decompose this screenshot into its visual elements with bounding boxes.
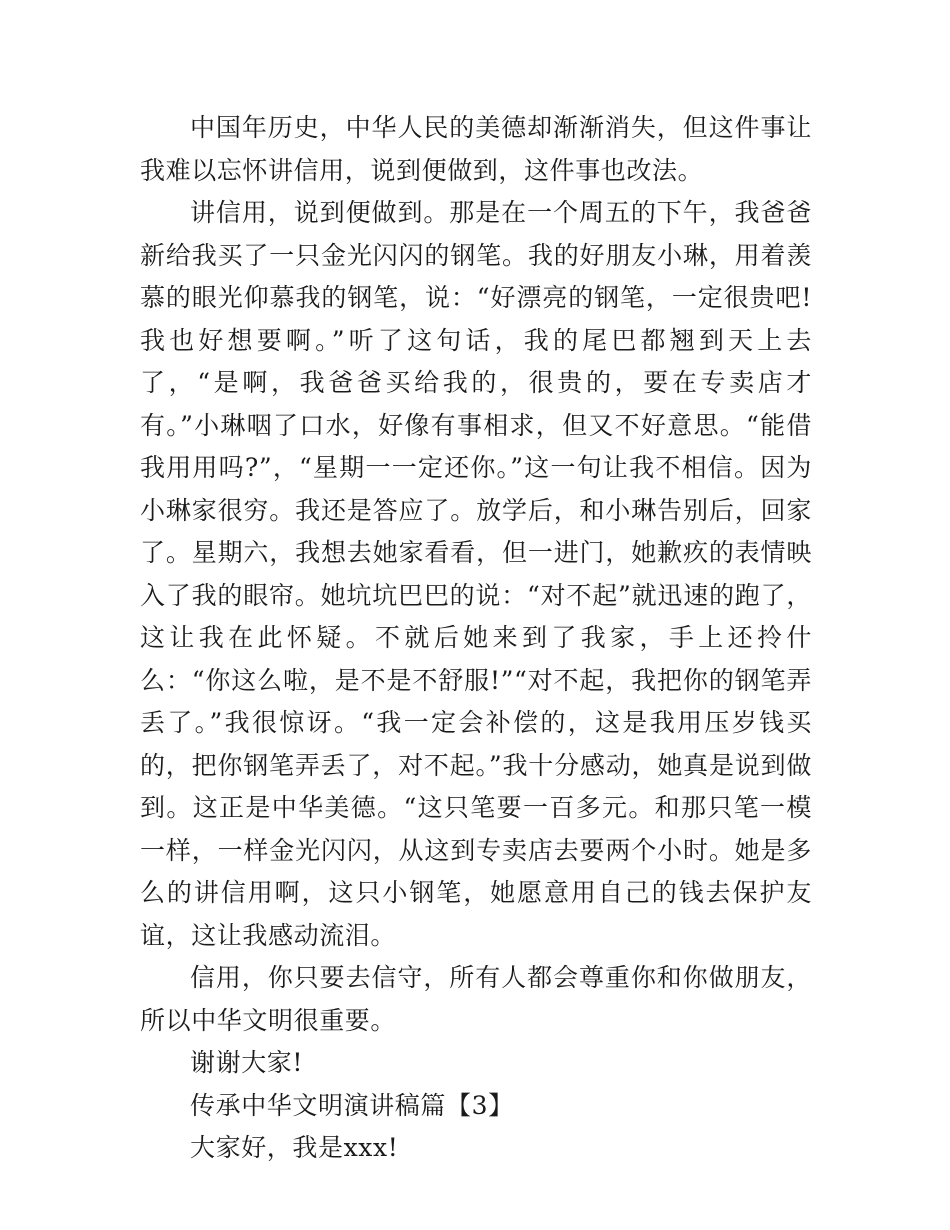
paragraph-greeting: 大家好，我是xxx! (190, 1133, 399, 1162)
section-heading: 传承中华文明演讲稿篇【3】 (190, 1090, 514, 1120)
paragraph-conclusion: 信用，你只要去信守，所有人都会尊重你和你做朋友，所以中华文明很重要。 (140, 963, 812, 1035)
document-body (140, 107, 812, 1170)
paragraph-story: 讲信用，说到便做到。那是在一个周五的下午，我爸爸新给我买了一只金光闪闪的钢笔。我的好朋友小琳，用着羡慕的眼光仰慕我的钢笔，说：“好漂亮的钢笔，一定很贵吧!我也好想要啊。”听了这句话，我的尾巴都翘到天上去了，“是啊，我爸爸买给我的，很贵的，要在专卖店才有。”小琳咽了口水，好像有事相求，但又不好意思。“能借我用用吗?”，“星期一一定还你。”这一句让我不相信。因为小琳家很穷。我还是答应了。放学后，和小琳告别后，回家了。星期六，我想去她家看看，但一进门，她歉疚的表情映入了我的眼帘。她坑坑巴巴的说：“对不起”就迅速的跑了，这让我在此怀疑。不就后她来到了我家，手上还拎什么：“你这么啦，是不是不舒服!”“对不起，我把你的钢笔弄丢了。”我很惊讶。“我一定会补偿的，这是我用压岁钱买的，把你钢笔弄丢了，对不起。”我十分感动，她真是说到做到。这正是中华美德。“这只笔要一百多元。和那只笔一模一样，一样金光闪闪，从这到专卖店去要两个小时。她是多么的讲信用啊，这只小钢笔，她愿意用自己的钱去保护友谊，这让我感动流泪。 (140, 198, 812, 950)
paragraph-intro: 中国年历史，中华人民的美德却渐渐消失，但这件事让我难以忘怀讲信用，说到便做到，这件事也改法。 (140, 113, 812, 185)
paragraph-thanks: 谢谢大家! (190, 1048, 304, 1077)
